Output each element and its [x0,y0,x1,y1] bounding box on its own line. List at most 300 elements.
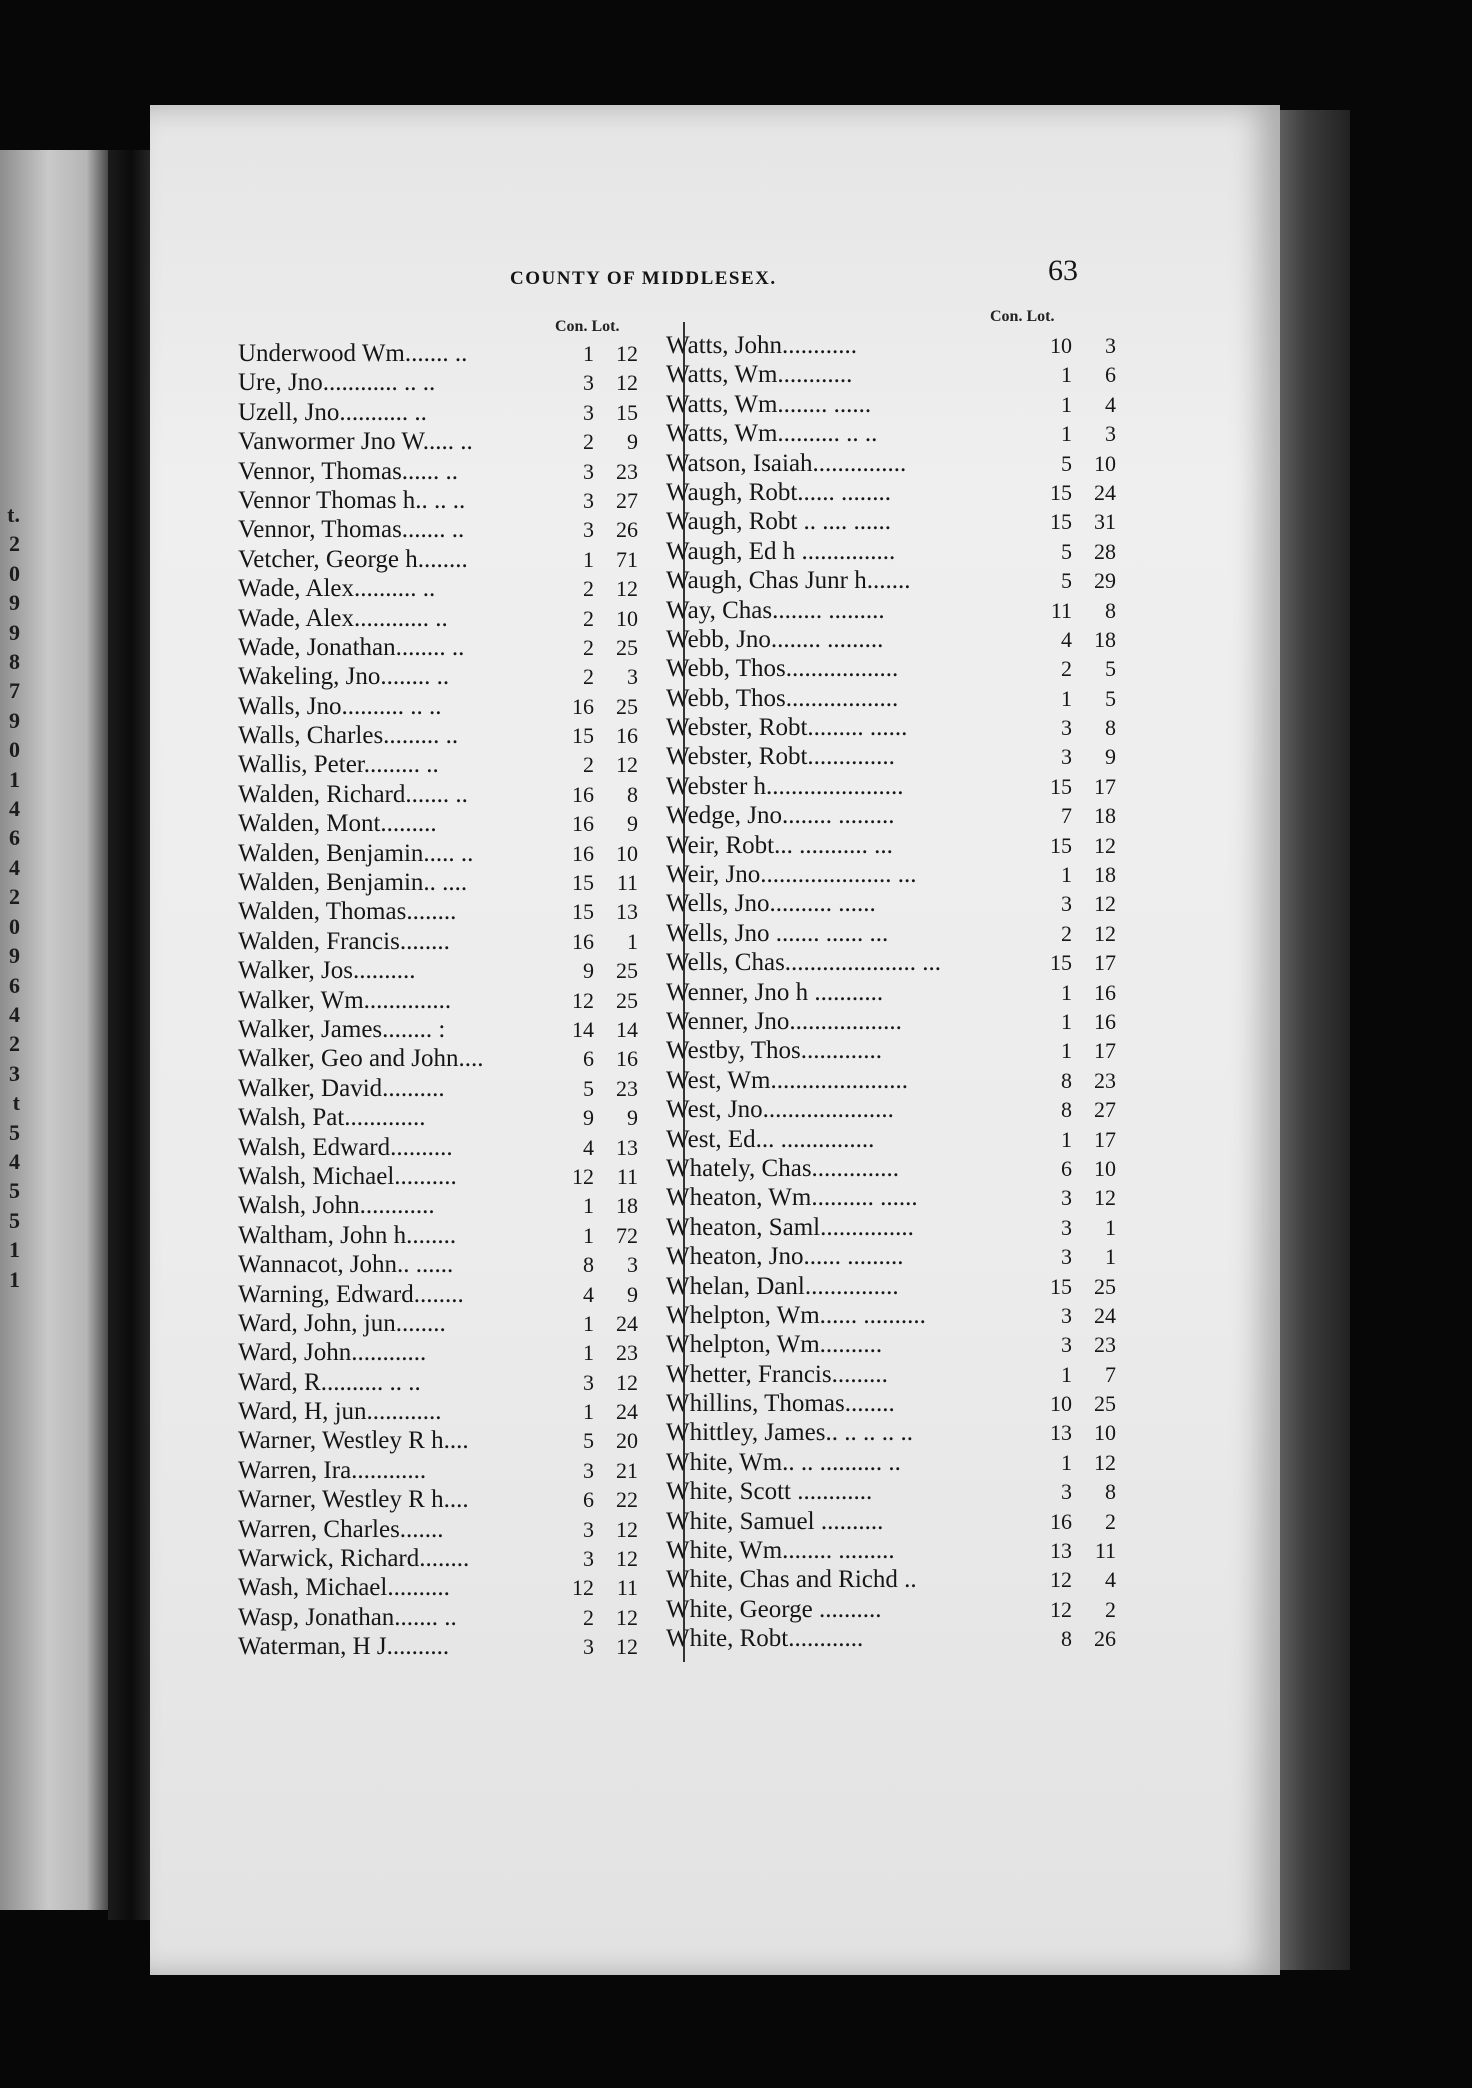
entry-lot: 8 [1105,715,1116,741]
entry-lot: 27 [616,487,638,513]
entry-con: 12 [1050,1567,1072,1593]
entry-lot: 16 [1094,979,1116,1005]
entry-lot: 4 [1105,1567,1116,1593]
entry-name: Wells, Jno.......... ...... [666,890,876,918]
entry-lot: 18 [616,1193,638,1219]
entry-name: Wannacot, John.. ...... [238,1251,454,1279]
entry-lot: 11 [616,1575,638,1601]
list-item [238,1075,638,1104]
entry-con: 7 [1061,803,1072,829]
entry-con: 13 [1050,1538,1072,1564]
list-item [666,1214,1116,1243]
list-item [238,605,638,634]
entry-lot: 12 [616,1546,638,1572]
entry-name: Wade, Alex............ .. [238,604,448,632]
entry-name: Whelpton, Wm...... .......... [666,1301,926,1329]
entry-con: 3 [1061,744,1072,770]
list-item [238,869,638,898]
entry-con: 1 [1061,1126,1072,1152]
list-item [238,1516,638,1545]
entry-con: 3 [583,1369,594,1395]
entry-con: 1 [583,341,594,366]
list-item [238,516,638,545]
entry-lot: 9 [627,811,638,837]
entry-name: Vennor Thomas h.. .. .. [238,486,466,514]
list-item [666,861,1116,890]
list-item [666,1478,1116,1507]
entry-name: Walker, Geo and John.... [238,1045,484,1073]
entry-con: 15 [1050,1273,1072,1299]
entry-name: Waugh, Robt .. .... ...... [666,508,892,536]
entry-name: Webb, Thos.................. [666,655,899,683]
entry-lot: 18 [1094,803,1116,829]
entry-lot: 17 [1094,950,1116,976]
entry-con: 1 [1061,391,1072,417]
entry-name: Waterman, H J.......... [238,1633,450,1661]
entry-lot: 25 [616,634,638,660]
entry-con: 2 [583,752,594,778]
list-item [238,575,638,604]
entry-lot: 25 [616,693,638,719]
entry-con: 8 [1061,1097,1072,1123]
entry-lot: 12 [1094,891,1116,917]
list-item [238,428,638,457]
list-item [238,1574,638,1603]
margin-char: 4 [9,854,20,880]
entry-con: 16 [1050,1508,1072,1534]
list-item [666,1184,1116,1213]
list-item [238,1457,638,1486]
list-item [238,546,638,575]
entry-name: Wallis, Peter......... .. [238,751,439,779]
entry-con: 5 [583,1075,594,1101]
entry-con: 3 [1061,715,1072,741]
list-item [666,1037,1116,1066]
entry-con: 16 [572,928,594,954]
list-item [666,1243,1116,1272]
entry-con: 15 [1050,509,1072,535]
entry-con: 2 [583,576,594,602]
entry-con: 2 [583,634,594,660]
list-item [238,781,638,810]
entry-con: 1 [583,1222,594,1248]
list-item [238,693,638,722]
entry-con: 8 [1061,1626,1072,1652]
entry-name: Way, Chas........ ......... [666,596,885,624]
margin-char: 2 [9,884,20,910]
entry-lot: 25 [616,958,638,984]
entry-con: 15 [572,723,594,749]
entry-con: 1 [1061,1038,1072,1064]
entry-con: 15 [572,870,594,896]
entry-lot: 3 [1105,333,1116,358]
entry-name: White, Chas and Richd .. [666,1566,917,1594]
entry-name: Wedge, Jno........ ......... [666,802,895,830]
entry-con: 13 [1050,1420,1072,1446]
entry-lot: 12 [1094,920,1116,946]
entry-lot: 8 [627,781,638,807]
entry-lot: 4 [1105,391,1116,417]
margin-char: 5 [9,1119,20,1145]
list-item [238,1369,638,1398]
list-item [238,1604,638,1633]
entry-lot: 29 [1094,568,1116,594]
entry-con: 1 [583,1310,594,1336]
entry-name: Wheaton, Wm.......... ...... [666,1184,918,1212]
entry-con: 1 [1061,979,1072,1005]
list-item [666,832,1116,861]
entry-name: Wheaton, Saml............... [666,1213,914,1241]
entry-con: 3 [583,370,594,396]
margin-char: 6 [9,825,20,851]
entry-name: Watts, Wm............ [666,361,853,389]
entry-lot: 9 [627,429,638,455]
list-item [238,340,638,369]
margin-char: 4 [9,796,20,822]
list-item [666,890,1116,919]
entry-name: Uzell, Jno........... .. [238,398,427,426]
entry-name: West, Ed... ............... [666,1125,875,1153]
entry-con: 3 [1061,1244,1072,1270]
entry-name: Whillins, Thomas........ [666,1390,895,1418]
margin-char: 0 [9,560,20,586]
list-item [666,420,1116,449]
entry-con: 1 [1061,685,1072,711]
entry-name: Ure, Jno............ .. .. [238,369,436,397]
entry-con: 5 [1061,568,1072,594]
entry-name: Walker, Wm.............. [238,986,452,1014]
margin-char: 4 [9,1148,20,1174]
entry-lot: 12 [1094,832,1116,858]
entry-name: Walden, Benjamin..... .. [238,839,474,867]
margin-char: 7 [9,678,20,704]
entry-lot: 12 [616,752,638,778]
margin-char: 1 [9,1237,20,1263]
entry-con: 1 [583,1399,594,1425]
list-item [238,487,638,516]
margin-char: 9 [9,619,20,645]
entry-con: 9 [583,958,594,984]
page-edge [1280,110,1350,1970]
entry-con: 1 [583,1340,594,1366]
entry-con: 3 [1061,891,1072,917]
entry-con: 3 [1061,1479,1072,1505]
entry-con: 8 [1061,1067,1072,1093]
list-item [666,567,1116,596]
column-header-left: Con. Lot. [555,318,620,335]
entry-lot: 16 [616,1046,638,1072]
margin-char: 0 [9,913,20,939]
entry-name: Wells, Chas..................... ... [666,949,942,977]
entry-lot: 2 [1105,1508,1116,1534]
entry-con: 4 [583,1134,594,1160]
entry-name: White, Wm........ ......... [666,1537,895,1565]
entry-con: 10 [1050,1391,1072,1417]
entry-name: Wasp, Jonathan....... .. [238,1603,457,1631]
entry-lot: 10 [1094,1420,1116,1446]
list-item [238,928,638,957]
list-item [666,1155,1116,1184]
entry-lot: 25 [1094,1273,1116,1299]
entry-lot: 1 [1105,1244,1116,1270]
list-item [238,1545,638,1574]
entry-name: Waugh, Ed h ............... [666,537,896,565]
facing-page-margin-text [0,500,20,1294]
entry-con: 1 [1061,362,1072,388]
entry-name: Wenner, Jno h ........... [666,978,884,1006]
entry-name: Webster h...................... [666,772,904,800]
list-item [666,1537,1116,1566]
entry-con: 16 [572,693,594,719]
margin-char: 0 [9,737,20,763]
entry-name: White, Samuel .......... [666,1507,884,1535]
list-item [666,1126,1116,1155]
entry-lot: 16 [616,723,638,749]
entry-lot: 11 [616,870,638,896]
entry-lot: 1 [627,928,638,954]
entry-lot: 8 [1105,1479,1116,1505]
entry-lot: 21 [616,1457,638,1483]
list-item [666,508,1116,537]
list-item [238,1633,638,1662]
entry-con: 3 [1061,1185,1072,1211]
entry-lot: 10 [1094,450,1116,476]
list-item [238,458,638,487]
margin-char: 9 [9,590,20,616]
margin-char: 5 [9,1178,20,1204]
entry-name: Vanwormer Jno W..... .. [238,428,473,456]
entry-name: Ward, H, jun............ [238,1398,442,1426]
entry-lot: 12 [616,1369,638,1395]
entry-lot: 5 [1105,685,1116,711]
entry-lot: 28 [1094,538,1116,564]
entry-con: 4 [583,1281,594,1307]
list-item [238,898,638,927]
entry-name: Walker, Jos.......... [238,957,416,985]
margin-char: 1 [9,1266,20,1292]
entry-lot: 11 [1094,1538,1116,1564]
entry-lot: 9 [1105,744,1116,770]
entry-name: Westby, Thos............. [666,1037,883,1065]
entry-lot: 2 [1105,1596,1116,1622]
list-item [666,361,1116,390]
entry-lot: 24 [616,1399,638,1425]
entry-con: 5 [583,1428,594,1454]
list-item [666,1419,1116,1448]
entry-name: Watts, John............ [666,332,858,359]
entry-name: Warwick, Richard........ [238,1545,470,1573]
list-item [666,714,1116,743]
list-item [666,685,1116,714]
entry-lot: 8 [1105,597,1116,623]
entry-lot: 3 [627,664,638,690]
entry-lot: 72 [616,1222,638,1248]
entry-name: Walden, Benjamin.. .... [238,869,468,897]
entry-lot: 23 [1094,1067,1116,1093]
entry-lot: 27 [1094,1097,1116,1123]
list-item [666,920,1116,949]
entry-con: 1 [1061,1361,1072,1387]
entry-con: 6 [583,1046,594,1072]
entry-name: Warren, Charles....... [238,1515,444,1543]
list-item [238,634,638,663]
entry-con: 14 [572,1016,594,1042]
entry-con: 2 [583,664,594,690]
margin-char: 9 [9,707,20,733]
entry-lot: 10 [616,605,638,631]
entry-name: Whately, Chas.............. [666,1154,900,1182]
entry-lot: 3 [627,1252,638,1278]
list-item [666,949,1116,978]
entry-lot: 14 [616,1016,638,1042]
page-number: 63 [1048,254,1078,287]
entry-name: Walsh, Pat............. [238,1104,426,1132]
list-item [238,1045,638,1074]
entry-lot: 10 [1094,1155,1116,1181]
entry-lot: 12 [616,1604,638,1630]
entry-name: Vetcher, George h........ [238,545,468,573]
entry-con: 4 [1061,626,1072,652]
entry-con: 1 [1061,862,1072,888]
entry-name: Webb, Thos.................. [666,684,899,712]
entry-con: 1 [583,1193,594,1219]
list-item [238,369,638,398]
entry-name: Watts, Wm........ ...... [666,390,872,418]
entry-name: Ward, John, jun........ [238,1309,446,1337]
entry-con: 5 [1061,538,1072,564]
entry-con: 6 [583,1487,594,1513]
list-item [666,743,1116,772]
entry-name: Walker, James........ : [238,1015,446,1043]
list-item [666,332,1116,361]
entry-name: Ward, R.......... .. .. [238,1368,421,1396]
entry-name: Waltham, John h........ [238,1221,457,1249]
entry-con: 10 [1050,333,1072,358]
margin-char: 5 [9,1207,20,1233]
entry-name: Wakeling, Jno........ .. [238,663,450,691]
entry-lot: 5 [1105,656,1116,682]
entry-name: Webb, Jno........ ......... [666,625,884,653]
entry-name: Walden, Mont......... [238,810,437,838]
entry-lot: 20 [616,1428,638,1454]
margin-char: 3 [9,1060,20,1086]
entry-name: Whetter, Francis......... [666,1360,888,1388]
entry-con: 6 [1061,1155,1072,1181]
entry-lot: 18 [1094,862,1116,888]
entry-lot: 23 [616,1075,638,1101]
margin-char: 2 [9,531,20,557]
list-item [238,1104,638,1133]
list-item [666,773,1116,802]
entry-name: West, Jno..................... [666,1096,894,1124]
entry-con: 12 [572,987,594,1013]
entry-name: White, Robt............ [666,1625,864,1653]
entry-con: 15 [572,899,594,925]
entry-name: White, George .......... [666,1595,882,1623]
entry-name: Warner, Westley R h.... [238,1486,469,1514]
entry-con: 3 [583,399,594,425]
entry-lot: 24 [1094,479,1116,505]
entry-name: Vennor, Thomas....... .. [238,516,465,544]
entry-con: 3 [583,487,594,513]
list-item [238,1427,638,1456]
list-item [238,751,638,780]
entry-con: 3 [583,517,594,543]
list-item [666,597,1116,626]
book-gutter [108,150,154,1920]
entry-name: Walden, Thomas........ [238,898,457,926]
entry-name: White, Scott ............ [666,1478,873,1506]
entry-lot: 12 [616,576,638,602]
entry-lot: 26 [616,517,638,543]
list-item [666,1008,1116,1037]
margin-char: 6 [9,972,20,998]
entry-con: 2 [1061,920,1072,946]
entry-con: 3 [1061,1332,1072,1358]
entry-lot: 6 [1105,362,1116,388]
list-item [666,1361,1116,1390]
running-head: COUNTY OF MIDDLESEX. [510,268,777,289]
entry-con: 8 [583,1252,594,1278]
entry-con: 3 [583,1634,594,1660]
entry-name: Waugh, Robt...... ........ [666,478,892,506]
entry-lot: 18 [1094,626,1116,652]
entry-con: 3 [583,1516,594,1542]
entry-lot: 24 [1094,1302,1116,1328]
entry-name: Waugh, Chas Junr h....... [666,567,911,595]
entry-lot: 3 [1105,421,1116,447]
list-item [666,979,1116,1008]
entry-name: Underwood Wm....... .. [238,340,468,367]
list-item [238,722,638,751]
entry-name: Walden, Francis........ [238,927,450,955]
entry-name: Wells, Jno ....... ...... ... [666,919,889,947]
entry-con: 15 [1050,950,1072,976]
entry-con: 16 [572,781,594,807]
list-item [666,802,1116,831]
entry-lot: 16 [1094,1008,1116,1034]
entry-lot: 23 [616,458,638,484]
entry-lot: 17 [1094,1038,1116,1064]
list-item [666,1566,1116,1595]
entry-con: 2 [583,1604,594,1630]
list-item [238,1222,638,1251]
entry-lot: 1 [1105,1214,1116,1240]
entry-con: 3 [583,1546,594,1572]
entry-con: 12 [572,1163,594,1189]
entry-name: Whelan, Danl............... [666,1272,899,1300]
list-item [666,1449,1116,1478]
list-item [238,1486,638,1515]
list-item [666,538,1116,567]
list-item [238,1251,638,1280]
entry-name: West, Wm...................... [666,1066,908,1094]
list-item [666,450,1116,479]
entry-lot: 23 [1094,1332,1116,1358]
entry-lot: 12 [616,341,638,366]
entry-lot: 9 [627,1281,638,1307]
list-item [238,1192,638,1221]
entry-lot: 13 [616,1134,638,1160]
entry-name: Whittley, James.. .. .. .. .. [666,1419,913,1447]
entry-con: 15 [1050,479,1072,505]
entry-con: 12 [572,1575,594,1601]
list-item [666,1331,1116,1360]
entry-lot: 12 [616,370,638,396]
entry-name: Webster, Robt......... ...... [666,714,908,742]
entry-con: 2 [583,429,594,455]
entry-name: Weir, Robt... ........... ... [666,831,893,859]
